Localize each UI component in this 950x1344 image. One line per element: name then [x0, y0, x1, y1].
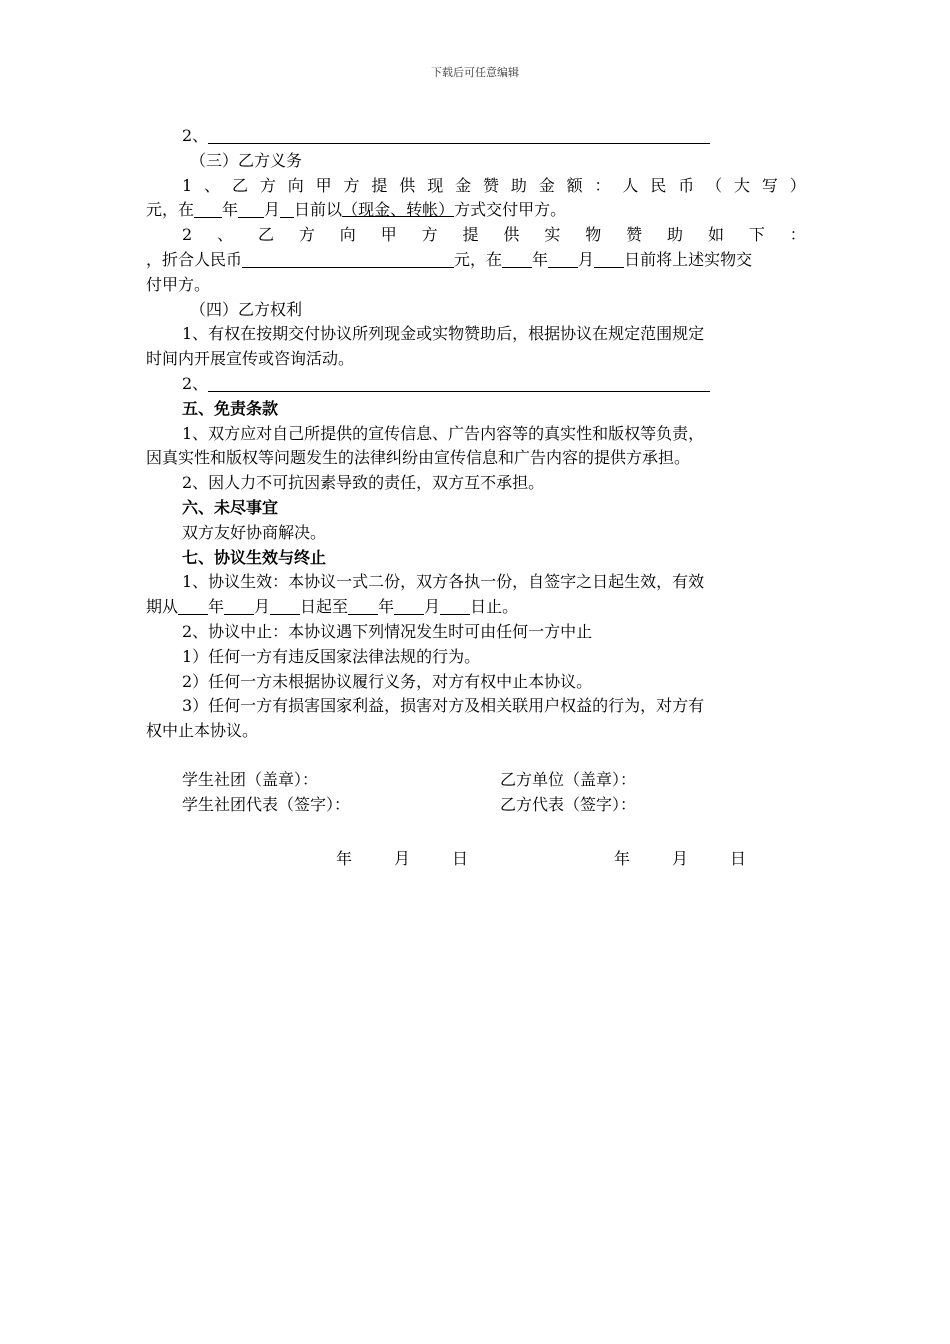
- student-club-seal-label: 学生社团（盖章）：: [182, 769, 319, 789]
- justified-char: 现: [427, 175, 444, 195]
- justified-char: 、: [217, 225, 234, 245]
- justified-char: 供: [399, 175, 416, 195]
- party-b-goods-value-line: ，折合人民币 元，在 年 月 日前将上述实物交: [146, 249, 753, 269]
- justified-char: 助: [510, 175, 527, 195]
- justified-char: 赞: [482, 175, 499, 195]
- justified-char: 乙: [231, 175, 248, 195]
- justified-char: ：: [594, 175, 611, 195]
- justified-char: 写: [761, 175, 778, 195]
- justified-char: 额: [566, 175, 583, 195]
- party-a-obligation-item-2: 2、: [146, 124, 806, 149]
- date-month-left: 月: [394, 849, 411, 868]
- party-b-cash-payment-line: 元，在 年 月 日前以（现金、转帐）方式交付甲方。: [146, 200, 567, 220]
- justified-char: （: [706, 175, 723, 195]
- justified-char: 供: [503, 225, 520, 245]
- blank-line: [208, 125, 710, 144]
- justified-char: 方: [421, 225, 438, 245]
- section-heading-disclaimer: 五、免责条款: [182, 398, 279, 418]
- justified-char: 方: [343, 175, 360, 195]
- section-heading-effect-termination: 七、协议生效与终止: [182, 547, 327, 567]
- justified-char: 方: [259, 175, 276, 195]
- date-month-right: 月: [672, 849, 689, 868]
- section-heading-party-b-rights: （四）乙方权利: [190, 299, 303, 319]
- party-b-goods-sponsorship-line: [146, 223, 806, 248]
- justified-char: 甲: [315, 175, 332, 195]
- justified-char: 如: [707, 225, 724, 245]
- justified-char: 金: [538, 175, 555, 195]
- page-header-note: 下载后可任意编辑: [431, 66, 519, 79]
- justified-char: 币: [678, 175, 695, 195]
- justified-char: 提: [371, 175, 388, 195]
- section-heading-party-b-obligations: （三）乙方义务: [190, 150, 303, 170]
- date-day-left: 日: [452, 849, 469, 868]
- payment-method-text: （现金、转帐）: [342, 200, 455, 220]
- student-club-rep-label: 学生社团代表（签字）：: [182, 794, 351, 814]
- justified-char: 方: [298, 225, 315, 245]
- justified-char: 甲: [380, 225, 397, 245]
- blank-line: [208, 373, 710, 392]
- justified-char: 向: [287, 175, 304, 195]
- justified-char: 人: [622, 175, 639, 195]
- justified-char: 民: [650, 175, 667, 195]
- justified-char: 大: [733, 175, 750, 195]
- date-day-right: 日: [730, 849, 747, 868]
- justified-char: 向: [339, 225, 356, 245]
- party-b-rep-label: 乙方代表（签字）：: [500, 794, 637, 814]
- party-b-cash-sponsorship-line: [146, 174, 806, 199]
- date-year-right: 年: [614, 849, 631, 868]
- justified-char: 下: [748, 225, 765, 245]
- document-body: 2、 （三）乙方义务 1 、 乙 方 向 甲 方 提 供 现 金 赞 助 金 额 ： 人 民 币 （ 大 写 ） 元，在 年 月 日前以（现金、转帐）方式交付甲方。 2 、 乙 方 向 甲 方 提 供 实 物 赞 助 如 下 ： ，折合人民币 元，在 年 月 日前将上述实物交 付甲方。 （四）乙方权利 1、有权在按期交付协议所列现金或实物赞助后，根据协议在规定范围规定 时间内开展宣传或咨询活动。 2、 五、免责条款 1、双方应对自己所提供的宣传信息、广告内容等的真实性和版权等负责， 因真实性和版权等问题发生的法律纠纷由宣传信息和广告内容的提供方承担。 2、因人力不可抗因素导致的责任，双方互不承担。 六、未尽事宜 双方友好协商解决。 七、协议生效与终止 1、协议生效：本协议一式二份，双方各执一份，自签字之日起生效，有效 期从 年 月 日起至 年 月 日止。 2、协议中止：本协议遇下列情况发生时可由任何一方中止 1）任何一方有违反国家法律法规的行为。 2）任何一方未根据协议履行义务，对方有权中止本协议。 3）任何一方有损害国家利益，损害对方及相关联用户权益的行为，对方有 权中止本协议。 学生社团（盖章）： 乙方单位（盖章）： 学生社团代表（签字）： 乙方代表（签字）：: [146, 124, 806, 818]
- justified-char: ）: [789, 175, 806, 195]
- justified-char: 赞: [626, 225, 643, 245]
- justified-char: 、: [204, 175, 221, 195]
- justified-char: 物: [585, 225, 602, 245]
- justified-char: 金: [455, 175, 472, 195]
- section-heading-other-matters: 六、未尽事宜: [182, 497, 279, 517]
- justified-char: 提: [462, 225, 479, 245]
- justified-char: 1: [182, 175, 193, 195]
- agreement-period-line: 期从 年 月 日起至 年 月 日止。: [146, 597, 519, 617]
- justified-char: 实: [544, 225, 561, 245]
- justified-char: 乙: [257, 225, 274, 245]
- party-b-seal-label: 乙方单位（盖章）：: [500, 769, 637, 789]
- party-b-rights-item-2: 2、: [146, 372, 806, 397]
- justified-char: 2: [182, 225, 193, 245]
- signature-row-seal: [146, 768, 806, 793]
- date-year-left: 年: [336, 849, 353, 868]
- signature-row-representative: [146, 793, 806, 818]
- justified-char: 助: [667, 225, 684, 245]
- justified-char: ：: [789, 225, 806, 245]
